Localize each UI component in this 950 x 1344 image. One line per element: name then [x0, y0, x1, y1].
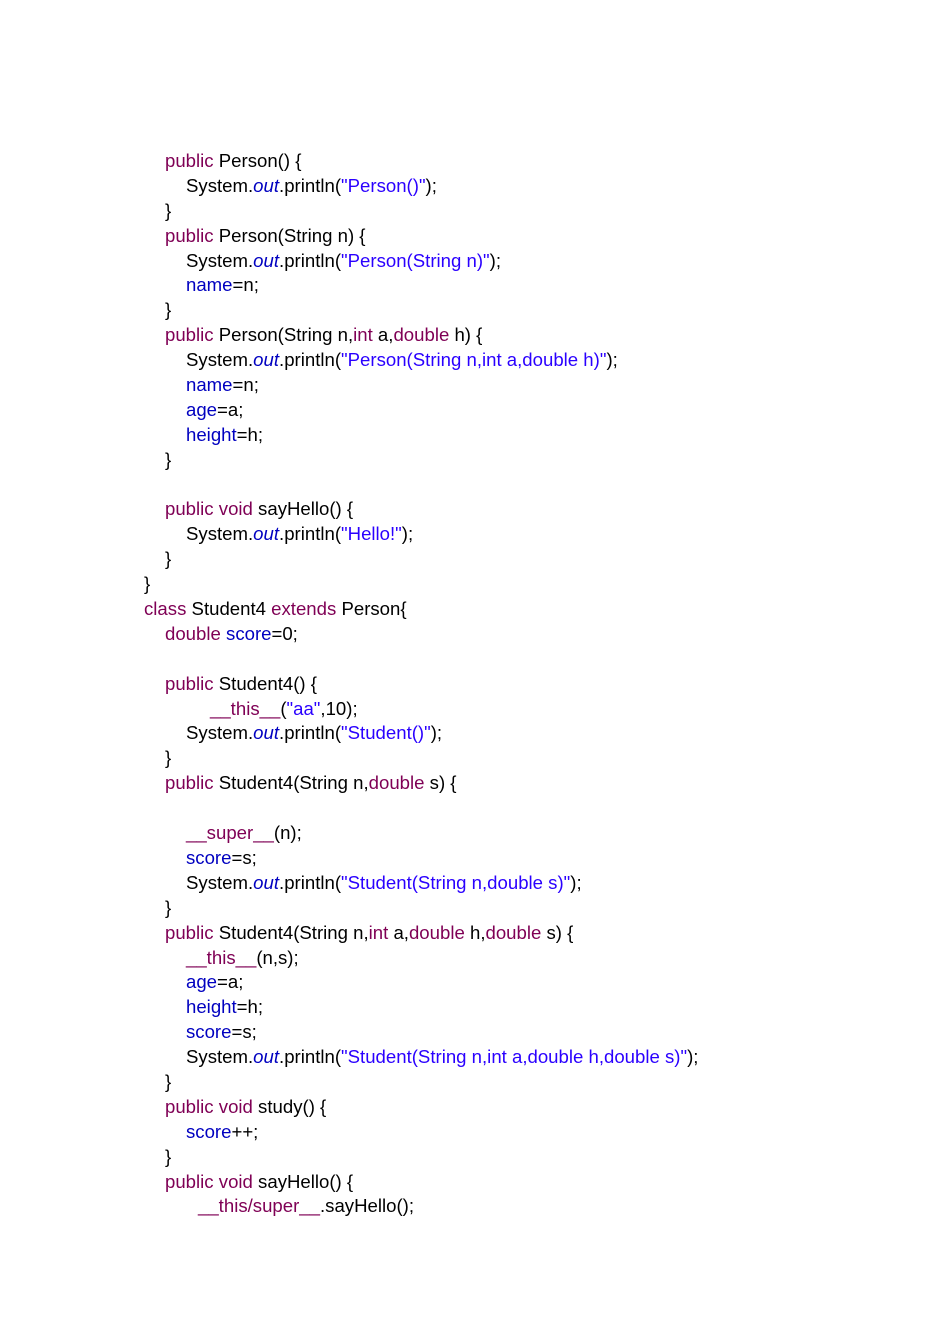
- code-text: (: [280, 697, 287, 719]
- code-text: Person{: [336, 598, 407, 620]
- code-listing: [0, 149, 950, 1219]
- code-text: );: [425, 174, 437, 196]
- code-text: System.: [186, 349, 254, 371]
- code-line: [0, 373, 950, 398]
- code-text: =h;: [236, 996, 264, 1018]
- code-text: }: [165, 1145, 172, 1167]
- code-text: .println(: [279, 174, 342, 196]
- code-keyword: __this/super__: [198, 1195, 320, 1217]
- code-text: System.: [186, 871, 254, 893]
- code-text: s) {: [424, 772, 457, 794]
- code-line-content: [186, 846, 257, 871]
- code-static-field: out: [253, 249, 280, 271]
- code-line-content: [165, 224, 366, 249]
- code-field: height: [186, 423, 237, 445]
- code-text: a,: [388, 921, 409, 943]
- code-line: [0, 249, 950, 274]
- code-keyword: int: [353, 324, 373, 346]
- code-line-content: [186, 721, 442, 746]
- code-text: System.: [186, 1046, 254, 1068]
- code-line-content: [186, 995, 263, 1020]
- code-line: [0, 224, 950, 249]
- code-text: Person() {: [213, 150, 302, 171]
- code-line: [0, 746, 950, 771]
- code-line: [0, 771, 950, 796]
- code-text: Person(String n) {: [213, 224, 366, 246]
- code-line-content: [165, 622, 298, 647]
- code-text: .println(: [279, 249, 342, 271]
- code-keyword: class: [144, 598, 187, 620]
- code-line: [0, 174, 950, 199]
- code-line: [0, 721, 950, 746]
- code-line-content: [198, 1194, 414, 1219]
- code-line: [0, 846, 950, 871]
- code-text: .println(: [279, 871, 342, 893]
- code-line-content: [165, 921, 573, 946]
- code-text: Student4: [186, 598, 272, 620]
- code-string: "Person()": [341, 174, 426, 196]
- code-line: [0, 647, 950, 672]
- code-line: [0, 821, 950, 846]
- code-line: [0, 796, 950, 821]
- code-line-content: [186, 522, 413, 547]
- code-text: Student4(String n,: [213, 921, 369, 943]
- code-text: );: [570, 871, 582, 893]
- code-text: =n;: [232, 274, 259, 296]
- code-string: "Person(String n)": [341, 249, 490, 271]
- code-text: .sayHello();: [319, 1195, 415, 1217]
- code-text: }: [144, 573, 151, 595]
- code-keyword: public: [165, 224, 214, 246]
- code-text: System.: [186, 174, 254, 196]
- code-line-content: [186, 423, 263, 448]
- code-text: }: [165, 747, 172, 769]
- code-line-content: [165, 746, 171, 771]
- code-text: );: [401, 523, 414, 545]
- code-keyword: public: [165, 1170, 214, 1192]
- code-field: score: [226, 622, 272, 644]
- code-keyword: double: [393, 324, 450, 346]
- code-static-field: out: [253, 1046, 280, 1068]
- code-keyword: public: [165, 498, 214, 520]
- code-line-content: [165, 199, 171, 224]
- code-line: [0, 398, 950, 423]
- code-text: }: [165, 548, 172, 570]
- code-text: }: [165, 1070, 172, 1092]
- code-line-content: [165, 771, 457, 796]
- code-text: h) {: [449, 324, 483, 346]
- code-text: ++;: [231, 1120, 259, 1142]
- code-text: }: [165, 199, 172, 221]
- code-line-content: [186, 398, 243, 423]
- code-line: [0, 597, 950, 622]
- code-keyword: double: [485, 921, 542, 943]
- code-line: [0, 896, 950, 921]
- code-line-content: [165, 323, 482, 348]
- code-text: (n,s);: [256, 946, 299, 968]
- code-text: s) {: [541, 921, 574, 943]
- code-line: [0, 1170, 950, 1195]
- code-line-content: [186, 373, 259, 398]
- code-keyword: void: [218, 1170, 253, 1192]
- code-string: "Hello!": [341, 523, 402, 545]
- code-line-content: [165, 1145, 171, 1170]
- code-text: =s;: [231, 846, 257, 868]
- code-keyword: void: [218, 498, 253, 520]
- code-line: [0, 995, 950, 1020]
- code-line-content: [165, 672, 317, 697]
- code-line-content: [186, 821, 302, 846]
- code-line-content: [186, 946, 299, 971]
- code-line: [0, 497, 950, 522]
- code-line-content: [186, 970, 243, 995]
- code-text: =n;: [232, 374, 259, 396]
- code-text: }: [165, 896, 172, 918]
- code-string: "Person(String n,int a,double h)": [341, 349, 607, 371]
- code-text: );: [606, 349, 618, 371]
- code-keyword: public: [165, 772, 214, 794]
- code-line: [0, 547, 950, 572]
- code-line-content: [186, 348, 618, 373]
- code-keyword: public: [165, 672, 214, 694]
- code-line-content: [144, 572, 150, 597]
- code-line: [0, 1070, 950, 1095]
- code-line: [0, 871, 950, 896]
- code-text: =a;: [217, 398, 244, 420]
- code-text: =a;: [217, 971, 244, 993]
- code-text: =h;: [236, 423, 264, 445]
- code-line: [0, 1045, 950, 1070]
- code-static-field: out: [253, 349, 280, 371]
- code-keyword: void: [218, 1095, 253, 1117]
- code-text: ,10);: [320, 697, 358, 719]
- code-field: age: [186, 398, 218, 420]
- code-line: [0, 1145, 950, 1170]
- code-line-content: [186, 249, 501, 274]
- code-line-content: [165, 896, 171, 921]
- code-field: score: [186, 1120, 232, 1142]
- code-text: =0;: [271, 622, 298, 644]
- code-text: Student4(String n,: [213, 772, 369, 794]
- code-line: [0, 199, 950, 224]
- code-line-content: [165, 1095, 326, 1120]
- code-text: );: [430, 722, 443, 744]
- code-field: score: [186, 846, 232, 868]
- code-text: .println(: [279, 722, 342, 744]
- code-field: height: [186, 996, 237, 1018]
- code-string: "Student(String n,int a,double h,double s)": [341, 1046, 688, 1068]
- code-line: [0, 273, 950, 298]
- code-line-content: [186, 174, 437, 199]
- code-keyword: __this__: [186, 946, 257, 968]
- code-text: System.: [186, 722, 254, 744]
- code-line: [0, 622, 950, 647]
- code-line-content: [165, 298, 171, 323]
- code-keyword: double: [368, 772, 425, 794]
- code-field: age: [186, 971, 218, 993]
- code-static-field: out: [253, 871, 280, 893]
- code-line-content: [186, 1020, 257, 1045]
- code-line-content: [165, 1170, 353, 1195]
- code-line: [0, 921, 950, 946]
- code-line-content: [186, 1045, 698, 1070]
- code-text: Person(String n,: [213, 324, 354, 346]
- code-line-content: [186, 871, 582, 896]
- code-line-content: [165, 497, 353, 522]
- code-text: =s;: [231, 1021, 257, 1043]
- code-keyword: double: [165, 622, 221, 644]
- code-keyword: public: [165, 921, 214, 943]
- code-line: [0, 298, 950, 323]
- code-line-content: [186, 273, 259, 298]
- code-string: "Student()": [341, 722, 431, 744]
- code-text: h,: [464, 921, 486, 943]
- code-text: sayHello() {: [252, 1170, 354, 1192]
- code-string: "aa": [286, 697, 321, 719]
- code-text: .println(: [279, 349, 342, 371]
- code-text: .println(: [279, 523, 342, 545]
- code-line: [0, 1194, 950, 1219]
- code-text: a,: [372, 324, 394, 346]
- code-line: [0, 522, 950, 547]
- code-keyword: extends: [271, 598, 337, 620]
- code-text: .println(: [279, 1046, 342, 1068]
- code-field: name: [186, 374, 233, 396]
- code-line: [0, 672, 950, 697]
- code-line: [0, 1020, 950, 1045]
- code-line-content: [144, 597, 407, 622]
- code-text: (n);: [273, 822, 302, 844]
- code-text: Student4() {: [213, 672, 317, 694]
- code-line-content: [165, 1070, 171, 1095]
- code-line: [0, 473, 950, 498]
- code-line-content: [165, 149, 301, 174]
- code-field: score: [186, 1021, 232, 1043]
- code-text: );: [687, 1046, 699, 1068]
- code-line: [0, 1120, 950, 1145]
- code-text: System.: [186, 523, 254, 545]
- code-text: }: [165, 299, 172, 321]
- code-line: [0, 323, 950, 348]
- code-line: [0, 970, 950, 995]
- code-line-content: [165, 448, 171, 473]
- code-keyword: public: [165, 1095, 214, 1117]
- code-static-field: out: [253, 523, 280, 545]
- code-field: name: [186, 274, 233, 296]
- code-line: [0, 423, 950, 448]
- code-line: [0, 149, 950, 174]
- code-keyword: double: [408, 921, 465, 943]
- code-keyword: public: [165, 150, 214, 171]
- code-text: }: [165, 448, 172, 470]
- code-keyword: __this__: [210, 697, 281, 719]
- code-text: );: [489, 249, 501, 271]
- code-text: sayHello() {: [252, 498, 354, 520]
- code-line: [0, 1095, 950, 1120]
- code-static-field: out: [253, 722, 280, 744]
- code-line: [0, 572, 950, 597]
- code-line: [0, 697, 950, 722]
- code-text: System.: [186, 249, 254, 271]
- code-line: [0, 348, 950, 373]
- code-static-field: out: [253, 174, 280, 196]
- code-keyword: int: [368, 921, 389, 943]
- code-keyword: __super__: [186, 822, 274, 844]
- code-line-content: [210, 697, 358, 722]
- code-line: [0, 946, 950, 971]
- code-line-content: [165, 547, 171, 572]
- code-keyword: public: [165, 324, 214, 346]
- code-line-content: [186, 1120, 258, 1145]
- code-line: [0, 448, 950, 473]
- code-text: study() {: [252, 1095, 327, 1117]
- code-string: "Student(String n,double s)": [341, 871, 571, 893]
